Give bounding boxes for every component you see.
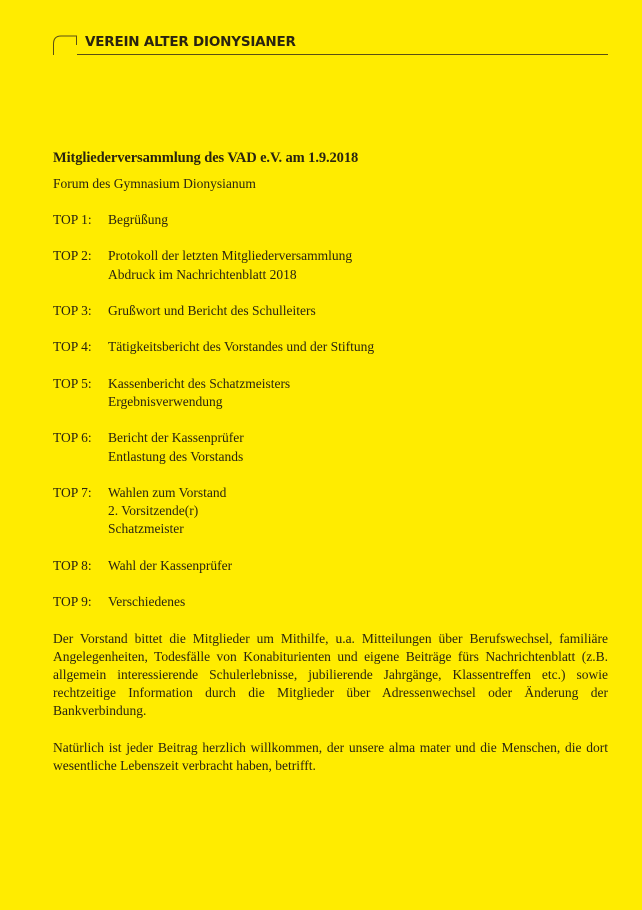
agenda-item bbox=[53, 247, 608, 283]
body-paragraph: Natürlich ist jeder Beitrag herzlich willkommen, der unsere alma mater und die Menschen, die dort wesentliche Lebenszeit verbracht haben, betrifft. bbox=[53, 739, 608, 773]
agenda-item-line: Verschiedenes bbox=[108, 594, 186, 610]
notes-section bbox=[53, 630, 608, 776]
organization-name: VEREIN ALTER DIONYSIANER bbox=[85, 34, 296, 50]
agenda-item-number: TOP 7: bbox=[53, 484, 92, 500]
agenda-item-text bbox=[108, 302, 316, 320]
agenda-item-line: Ergebnisverwendung bbox=[108, 393, 223, 409]
header-rule bbox=[77, 54, 608, 55]
agenda-item-number: TOP 6: bbox=[53, 430, 92, 446]
agenda-item-line: Kassenbericht des Schatzmeisters bbox=[108, 375, 291, 391]
agenda-item-line: Tätigkeitsbericht des Vorstandes und der Stiftung bbox=[108, 339, 375, 355]
agenda-item bbox=[53, 375, 608, 411]
agenda-item-line: Abdruck im Nachrichtenblatt 2018 bbox=[108, 266, 297, 282]
agenda-item-text bbox=[108, 338, 374, 356]
agenda-item bbox=[53, 338, 608, 356]
agenda-item-line: Wahl der Kassenprüfer bbox=[108, 557, 233, 573]
agenda-item bbox=[53, 593, 608, 611]
agenda-item bbox=[53, 557, 608, 575]
agenda-item-text bbox=[108, 211, 168, 229]
agenda-item-line: Entlastung des Vorstands bbox=[108, 448, 244, 464]
agenda-item-number: TOP 9: bbox=[53, 594, 92, 610]
document-title: Mitgliederversammlung des VAD e.V. am 1.9.2018 bbox=[53, 150, 359, 166]
document-location: Forum des Gymnasium Dionysianum bbox=[53, 176, 256, 191]
header-bracket-icon bbox=[53, 35, 77, 55]
agenda-item bbox=[53, 211, 608, 229]
agenda-item-line: Protokoll der letzten Mitgliederversammlung bbox=[108, 248, 353, 264]
agenda-item-number: TOP 8: bbox=[53, 557, 92, 573]
agenda-item-number: TOP 5: bbox=[53, 375, 92, 391]
document-content bbox=[53, 149, 608, 793]
agenda-item-text bbox=[108, 593, 185, 611]
agenda-item-text bbox=[108, 557, 232, 575]
agenda-item-text bbox=[108, 429, 244, 465]
agenda-item-number: TOP 3: bbox=[53, 302, 92, 318]
agenda-item-number: TOP 2: bbox=[53, 248, 92, 264]
agenda-item-text bbox=[108, 484, 226, 539]
agenda-item-line: Bericht der Kassenprüfer bbox=[108, 430, 244, 446]
agenda-item-line: Grußwort und Bericht des Schulleiters bbox=[108, 302, 316, 318]
agenda-item bbox=[53, 429, 608, 465]
agenda-item-text bbox=[108, 247, 352, 283]
page-header bbox=[53, 33, 608, 55]
agenda-item bbox=[53, 484, 608, 539]
agenda-item-number: TOP 4: bbox=[53, 339, 92, 355]
agenda-item-text bbox=[108, 375, 290, 411]
agenda-item-line: 2. Vorsitzende(r) bbox=[108, 503, 199, 519]
agenda-item-line: Wahlen zum Vorstand bbox=[108, 484, 227, 500]
body-paragraph: Der Vorstand bittet die Mitglieder um Mithilfe, u.a. Mitteilungen über Berufswechsel, familiäre Angelegenheiten, Todesfälle von Konabiturienten und eigene Beiträge fürs Nachrichtenblatt (z.B. allgemein interessierende Schulerlebnisse, jubilierende Jahrgänge, Klassentreffen etc.) sowie rechtzeitige Information durch die Mitglieder über Adressenwechsel oder Änderung der Bankverbindung. bbox=[53, 630, 608, 719]
agenda-item-line: Schatzmeister bbox=[108, 521, 184, 537]
agenda-list bbox=[53, 211, 608, 611]
agenda-item bbox=[53, 302, 608, 320]
agenda-item-line: Begrüßung bbox=[108, 212, 168, 227]
agenda-item-number: TOP 1: bbox=[53, 212, 92, 227]
